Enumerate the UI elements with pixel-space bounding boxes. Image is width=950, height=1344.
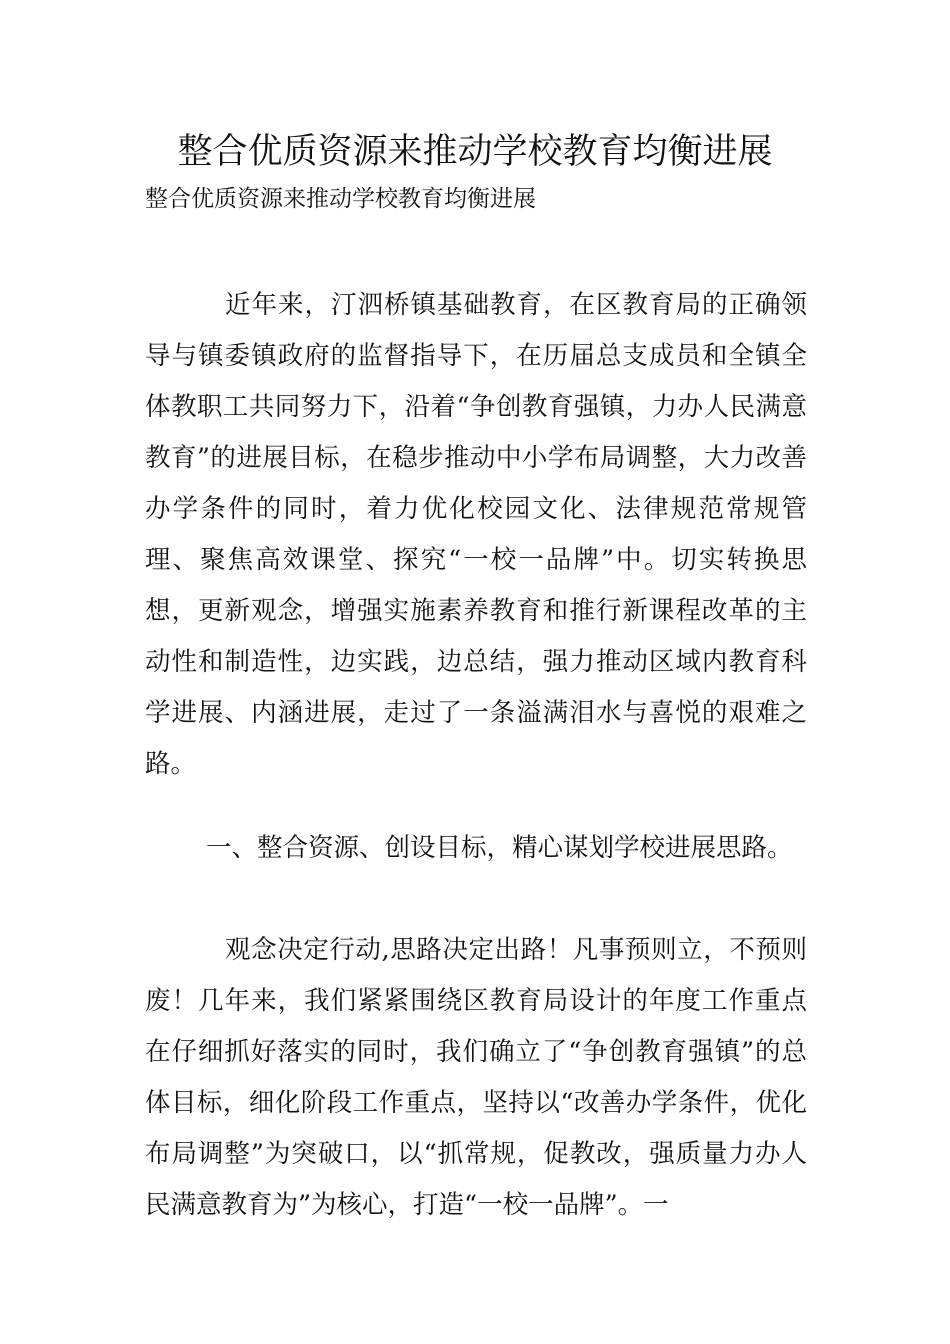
paragraph-intro: 近年来，汀泗桥镇基础教育，在区教育局的正确领导与镇委镇政府的监督指导下，在历届总支成员和全镇全体教职工共同努力下，沿着“争创教育强镇，力办人民满意教育”的进展目标，在稳步推动中小学布局调整，大力改善办学条件的同时，着力优化校园文化、法律规范常规管理、聚焦高效课堂、探究“一校一品牌”中。切实转换思想，更新观念，增强实施素养教育和推行新课程改革的主动性和制造性，边实践，边总结，强力推动区域内教育科学进展、内涵进展，走过了一条溢满泪水与喜悦的艰难之路。 (145, 290, 807, 779)
section-heading: 一、整合资源、创设目标，精心谋划学校进展思路。 (206, 833, 793, 863)
paragraph-section-one: 观念决定行动,思路决定出路！凡事预则立，不预则废！几年来，我们紧紧围绕区教育局设计的年度工作重点在仔细抓好落实的同时，我们确立了“争创教育强镇”的总体目标，细化阶段工作重点，坚持以“改善办学条件，优化布局调整”为突破口，以“抓常规，促教改，强质量力办人民满意教育为”为核心，打造“一校一品牌”。一 (145, 935, 807, 1220)
document-subtitle: 整合优质资源来推动学校教育均衡进展 (145, 186, 536, 212)
document-title: 整合优质资源来推动学校教育均衡进展 (177, 132, 773, 172)
